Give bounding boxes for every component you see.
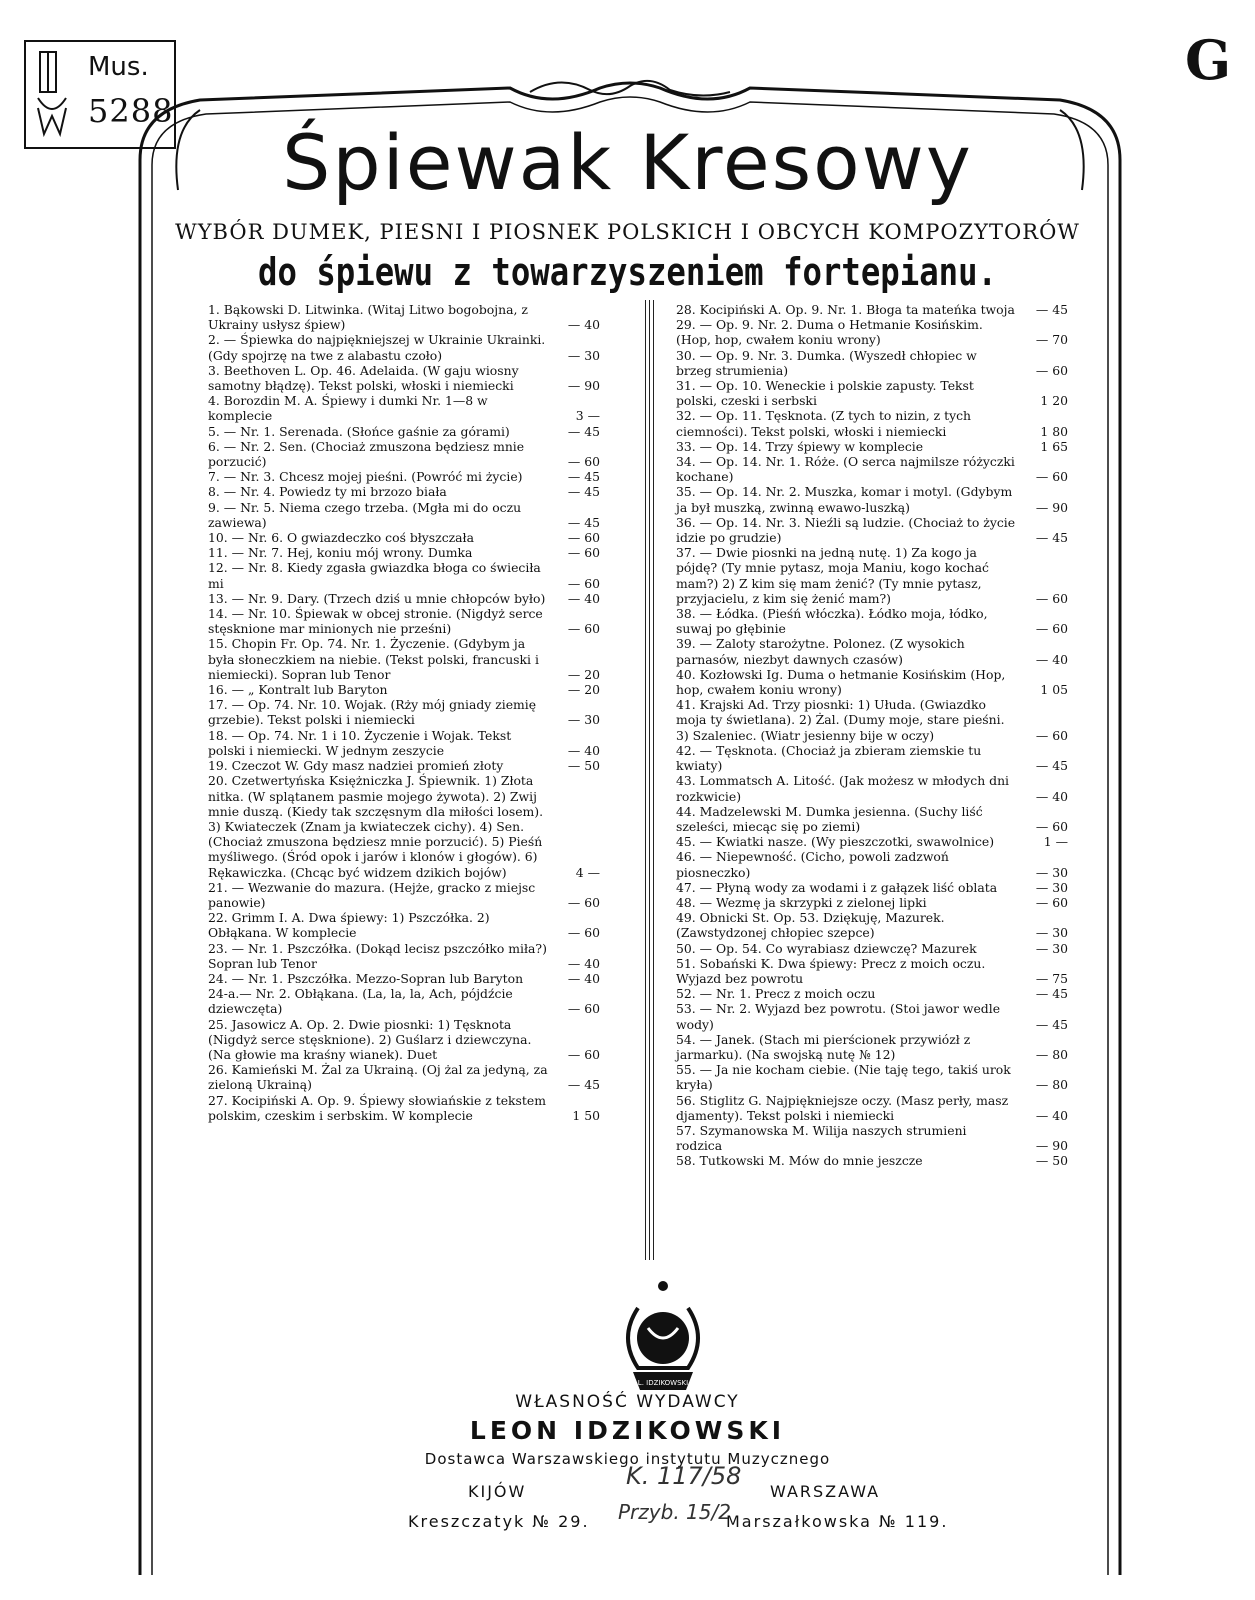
entry-title: 33. — Op. 14. Trzy śpiewy w komplecie: [676, 438, 924, 454]
entry-price: — 60: [567, 454, 600, 470]
entry-title: 32. — Op. 11. Tęsknota. (Z tych to nizin, z tych ciemności). Tekst polski, włoski i niemiecki: [676, 408, 971, 439]
catalog-entry: [676, 606, 1068, 636]
catalog-entry: [676, 986, 1068, 1001]
catalog-entry: [676, 880, 1068, 895]
catalog-entry: [208, 986, 600, 1016]
entry-title: 24-a.— Nr. 2. Obłąkana. (La, la, la, Ach, pójdźcie dziewczęta): [208, 986, 513, 1017]
catalog-entry: [676, 1062, 1068, 1092]
entry-title: 31. — Op. 10. Weneckie i polskie zapusty. Tekst polski, czeski i serbski: [676, 378, 974, 409]
entry-price: 3 —: [575, 408, 600, 424]
publisher-ownership: WŁASNOŚĆ WYDAWCY: [515, 1392, 740, 1412]
entry-title: 14. — Nr. 10. Śpiewak w obcej stronie. (Nigdyż serce stęsknione mar minionych nie prześni): [208, 606, 543, 637]
catalog-entry: [676, 1153, 1068, 1168]
catalog-column-left: [208, 302, 600, 1123]
entry-price: — 40: [1035, 788, 1068, 804]
catalog-entry: [208, 697, 600, 727]
entry-price: — 45: [1035, 758, 1068, 774]
catalog-entry: [676, 1001, 1068, 1031]
catalog-entry: [208, 682, 600, 697]
entry-price: — 60: [1035, 469, 1068, 485]
entry-title: 2. — Śpiewka do najpiękniejszej w Ukrainie Ukrainki. (Gdy spojrzę na twe z alabastu czoło): [208, 332, 546, 363]
catalog-entry: [208, 469, 600, 484]
entry-price: — 30: [1035, 940, 1068, 956]
catalog-entry: [208, 363, 600, 393]
entry-price: — 60: [567, 894, 600, 910]
entry-title: 35. — Op. 14. Nr. 2. Muszka, komar i motyl. (Gdybym ja był muszką, zwinną ewawo-luszką): [676, 484, 1013, 515]
entry-title: 18. — Op. 74. Nr. 1 i 10. Życzenie i Wojak. Tekst polski i niemiecki. W jednym zeszycie: [208, 727, 512, 758]
entry-price: — 40: [1035, 651, 1068, 667]
entry-title: 37. — Dwie piosnki na jedną nutę. 1) Za kogo ja pójdę? (Ty mnie pytasz, moja Maniu, kogo kochać mam?) 2) Z kim się mam żenić? (Ty mnie pytasz, przyjacielu, z kim się żenić mam?): [676, 545, 989, 606]
entry-price: — 60: [1035, 727, 1068, 743]
entry-price: — 40: [567, 317, 600, 333]
column-divider: [645, 300, 655, 1260]
page-title: Śpiewak Kresowy: [282, 118, 973, 207]
entry-price: — 90: [567, 378, 600, 394]
entry-title: 5. — Nr. 1. Serenada. (Słońce gaśnie za górami): [208, 423, 510, 439]
entry-title: 40. Kozłowski Ig. Duma o hetmanie Kosińskim (Hop, hop, cwałem koniu wrony): [676, 666, 1006, 698]
catalog-entry: [676, 317, 1068, 347]
entry-price: — 45: [567, 514, 600, 530]
catalog-entry: [676, 378, 1068, 408]
entry-price: — 60: [567, 1046, 600, 1062]
catalog-entry: [676, 834, 1068, 849]
entry-title: 13. — Nr. 9. Dary. (Trzech dziś u mnie chłopców było): [208, 590, 546, 606]
catalog-entry: [208, 500, 600, 530]
catalog-entry: [208, 971, 600, 986]
catalog-entry: [676, 849, 1068, 879]
catalog-entry: [676, 515, 1068, 545]
catalog-entry: [676, 1032, 1068, 1062]
page-subtitle-2: do śpiewu z towarzyszeniem fortepianu.: [258, 250, 997, 294]
entry-title: 47. — Płyną wody za wodami i z gałązek liść oblata: [676, 879, 998, 895]
catalog-entry: [676, 910, 1068, 940]
entry-title: 53. — Nr. 2. Wyjazd bez powrotu. (Stoi jawor wedle wody): [676, 1001, 1001, 1032]
entry-title: 10. — Nr. 6. O gwiazdeczko coś błyszczała: [208, 530, 474, 546]
entry-price: — 60: [1035, 818, 1068, 834]
handwritten-note-1: K. 117/58: [626, 1462, 742, 1490]
entry-title: 51. Sobański K. Dwa śpiewy: Precz z moich oczu. Wyjazd bez powrotu: [676, 955, 986, 986]
entry-title: 19. Czeczot W. Gdy masz nadziei promień złoty: [208, 758, 504, 774]
entry-title: 46. — Niepewność. (Cicho, powoli zadzwoń piosneczko): [676, 849, 949, 880]
entry-price: 4 —: [575, 864, 600, 880]
entry-title: 58. Tutkowski M. Mów do mnie jeszcze: [676, 1153, 923, 1169]
entry-title: 56. Stiglitz G. Najpiękniejsze oczy. (Masz perły, masz djamenty). Tekst polski i niemiecki: [676, 1092, 1009, 1123]
entry-title: 1. Bąkowski D. Litwinka. (Witaj Litwo bogobojna, z Ukrainy usłysz śpiew): [208, 302, 528, 333]
publisher-emblem-icon: [608, 1268, 718, 1398]
entry-price: — 45: [1035, 1016, 1068, 1032]
entry-title: 44. Madzelewski M. Dumka jesienna. (Suchy liść szeleści, miecąc się po ziemi): [676, 803, 983, 834]
catalog-entry: [208, 1093, 600, 1123]
catalog-column-right: [676, 302, 1068, 1169]
catalog-entry: [676, 667, 1068, 697]
entry-title: 20. Czetwertyńska Księżniczka J. Śpiewnik. 1) Złota nitka. (W splątanem pasmie mojego żywota). 2) Zwij mnie duszą. (Kiedy tak szczęsnym dla miłości losem). 3) Kwiateczek (Znam ja kwiateczek cichy). 4) Sen. (Chociaż zmuszona będziesz mnie porzucić). 5) Pieśń myśliwego. (Śród opok i jarów i klonów i głogów). 6) Rękawiczka. (Chcąc być widzem dzikich bojów): [208, 773, 544, 880]
catalog-entry: [676, 408, 1068, 438]
entry-price: — 50: [1035, 1153, 1068, 1169]
entry-title: 17. — Op. 74. Nr. 10. Wojak. (Rży mój gniady ziemię grzebie). Tekst polski i niemiecki: [208, 697, 537, 728]
entry-title: 49. Obnicki St. Op. 53. Dziękuję, Mazurek. (Zawstydzonej chłopiec szepce): [676, 910, 945, 941]
entry-title: 24. — Nr. 1. Pszczółka. Mezzo-Sopran lub Baryton: [208, 970, 524, 986]
catalog-entry: [676, 439, 1068, 454]
page-subtitle: WYBÓR DUMEK, PIESNI I PIOSNEK POLSKICH I OBCYCH KOMPOZYTORÓW: [175, 220, 1080, 244]
city-kijow: KIJÓW: [468, 1482, 527, 1501]
address-kijow: Kreszczatyk № 29.: [408, 1512, 590, 1531]
entry-title: 28. Kocipiński A. Op. 9. Nr. 1. Błoga ta mateńka twoja: [676, 302, 1015, 317]
entry-price: — 80: [1035, 1046, 1068, 1062]
entry-title: 57. Szymanowska M. Wilija naszych strumieni rodzica: [676, 1122, 967, 1154]
entry-title: 50. — Op. 54. Co wyrabiasz dziewczę? Mazurek: [676, 940, 977, 956]
entry-price: — 40: [567, 955, 600, 971]
entry-price: — 80: [1035, 1077, 1068, 1093]
catalog-entry: [208, 545, 600, 560]
catalog-entry: [676, 941, 1068, 956]
entry-price: — 40: [567, 590, 600, 606]
entry-price: 1 20: [1040, 393, 1068, 409]
entry-price: — 20: [567, 666, 600, 682]
entry-price: — 60: [1035, 590, 1068, 606]
entry-title: 27. Kocipiński A. Op. 9. Śpiewy słowiańskie z tekstem polskim, czeskim i serbskim. W komplecie: [208, 1092, 546, 1123]
entry-title: 45. — Kwiatki nasze. (Wy pieszczotki, swawolnice): [676, 834, 995, 850]
catalog-entry: [676, 1123, 1068, 1153]
entry-title: 38. — Łódka. (Pieśń włóczka). Łódko moja, łódko, suwaj po głębinie: [676, 606, 988, 637]
catalog-entry: [676, 454, 1068, 484]
entry-title: 34. — Op. 14. Nr. 1. Róże. (O serca najmilsze różyczki kochane): [676, 454, 1015, 485]
entry-price: — 40: [567, 742, 600, 758]
entry-title: 23. — Nr. 1. Pszczółka. (Dokąd lecisz pszczółko miła?) Sopran lub Tenor: [208, 940, 547, 971]
entry-price: — 45: [1035, 986, 1068, 1002]
catalog-entry: [676, 1093, 1068, 1123]
entry-price: — 75: [1035, 970, 1068, 986]
entry-price: 1 80: [1040, 423, 1068, 439]
entry-price: — 30: [567, 712, 600, 728]
entry-price: — 60: [567, 1001, 600, 1017]
catalog-entry: [676, 697, 1068, 743]
entry-title: 41. Krajski Ad. Trzy piosnki: 1) Ułuda. (Gwiazdko moja ty świetlana). 2) Żal. (Dumy moje, stare pieśni. 3) Szaleniec. (Wiatr jesienny bije w oczy): [676, 697, 1005, 743]
entry-title: 16. — „ Kontralt lub Baryton: [208, 682, 388, 698]
entry-price: — 40: [1035, 1107, 1068, 1123]
catalog-entry: [676, 895, 1068, 910]
catalog-entry: [208, 591, 600, 606]
city-warszawa: WARSZAWA: [770, 1482, 881, 1501]
entry-price: — 40: [567, 970, 600, 986]
entry-price: — 60: [1035, 621, 1068, 637]
catalog-entry: [208, 332, 600, 362]
entry-title: 9. — Nr. 5. Niema czego trzeba. (Mgła mi do oczu zawiewa): [208, 499, 522, 530]
catalog-entry: [208, 424, 600, 439]
entry-price: — 60: [567, 925, 600, 941]
entry-title: 54. — Janek. (Stach mi pierścionek przywiózł z jarmarku). (Na swojską nutę № 12): [676, 1031, 971, 1062]
entry-title: 42. — Tęsknota. (Chociaż ja zbieram ziemskie tu kwiaty): [676, 742, 982, 774]
entry-title: 15. Chopin Fr. Op. 74. Nr. 1. Życzenie. (Gdybym ja była słoneczkiem na niebie. (Tekst polski, francuski i niemiecki). Sopran lub Tenor: [208, 636, 539, 682]
entry-title: 8. — Nr. 4. Powiedz ty mi brzozo biała: [208, 484, 447, 500]
entry-price: — 90: [1035, 1138, 1068, 1154]
entry-price: — 70: [1035, 332, 1068, 348]
catalog-entry: [208, 530, 600, 545]
catalog-entry: [208, 773, 600, 879]
entry-title: 36. — Op. 14. Nr. 3. Nieźli są ludzie. (Chociaż to życie idzie po grudzie): [676, 514, 1016, 546]
catalog-entry: [208, 941, 600, 971]
publisher-name: LEON IDZIKOWSKI: [469, 1416, 786, 1445]
entry-price: 1 50: [572, 1107, 600, 1123]
catalog-entry: [208, 302, 600, 332]
entry-price: — 20: [567, 682, 600, 698]
entry-title: 6. — Nr. 2. Sen. (Chociaż zmuszona będziesz mnie porzucić): [208, 438, 525, 470]
entry-title: 55. — Ja nie kocham ciebie. (Nie taję tego, takiś urok kryła): [676, 1062, 1011, 1093]
stamp-line-1: Mus.: [88, 52, 149, 82]
catalog-entry: [208, 636, 600, 682]
corner-letter: G: [1185, 28, 1232, 92]
entry-price: — 45: [567, 484, 600, 500]
entry-title: 21. — Wezwanie do mazura. (Hejże, gracko z miejsc panowie): [208, 879, 536, 910]
catalog-entry: [208, 606, 600, 636]
entry-price: 1 05: [1040, 682, 1068, 698]
entry-price: — 50: [567, 758, 600, 774]
entry-title: 4. Borozdin M. A. Śpiewy i dumki Nr. 1—8 w komplecie: [208, 393, 488, 424]
entry-price: — 45: [1035, 530, 1068, 546]
entry-price: — 90: [1035, 499, 1068, 515]
catalog-entry: [676, 956, 1068, 986]
entry-title: 11. — Nr. 7. Hej, koniu mój wrony. Dumka: [208, 545, 473, 561]
entry-title: 30. — Op. 9. Nr. 3. Dumka. (Wyszedł chłopiec w brzeg strumienia): [676, 347, 977, 378]
entry-price: 1 65: [1040, 438, 1068, 454]
entry-price: — 60: [567, 621, 600, 637]
emblem-label: L. IDZIKOWSKI: [637, 1379, 689, 1387]
entry-title: 3. Beethoven L. Op. 46. Adelaida. (W gaju wiosny samotny błądzę). Tekst polski, włoski i niemiecki: [208, 362, 519, 394]
catalog-entry: [676, 484, 1068, 514]
entry-price: — 45: [1035, 302, 1068, 317]
catalog-entry: [208, 880, 600, 910]
entry-price: — 45: [567, 1077, 600, 1093]
entry-price: — 30: [567, 347, 600, 363]
catalog-entry: [676, 545, 1068, 606]
stamp-call-number: 5288: [88, 92, 174, 130]
catalog-entry: [208, 910, 600, 940]
catalog-entry: [208, 560, 600, 590]
entry-price: — 30: [1035, 925, 1068, 941]
entry-price: — 30: [1035, 879, 1068, 895]
entry-title: 7. — Nr. 3. Chcesz mojej pieśni. (Powróć mi życie): [208, 469, 523, 485]
entry-title: 39. — Zaloty starożytne. Polonez. (Z wysokich parnasów, niezbyt dawnych czasów): [676, 636, 965, 667]
entry-title: 29. — Op. 9. Nr. 2. Duma o Hetmanie Kosińskim. (Hop, hop, cwałem koniu wrony): [676, 317, 983, 348]
entry-price: — 45: [567, 423, 600, 439]
catalog-entry: [676, 743, 1068, 773]
entry-title: 22. Grimm I. A. Dwa śpiewy: 1) Pszczółka. 2) Obłąkana. W komplecie: [208, 910, 490, 941]
entry-title: 26. Kamieński M. Żal za Ukrainą. (Oj żal za jedyną, za zieloną Ukrainą): [208, 1062, 548, 1093]
entry-price: — 60: [567, 575, 600, 591]
entry-price: — 60: [567, 530, 600, 546]
catalog-entry: [676, 636, 1068, 666]
catalog-entry: [208, 484, 600, 499]
entry-title: 25. Jasowicz A. Op. 2. Dwie piosnki: 1) Tęsknota (Nigdyż serce stęsknione). 2) Guślarz i dziewczyna. (Na głowie ma kraśny wianek). Duet: [208, 1016, 532, 1062]
catalog-entry: [208, 1017, 600, 1063]
entry-title: 52. — Nr. 1. Precz z moich oczu: [676, 986, 876, 1002]
entry-title: 43. Lommatsch A. Litość. (Jak możesz w młodych dni rozkwicie): [676, 773, 1010, 804]
catalog-entry: [676, 302, 1068, 317]
address-warszawa: Marszałkowska № 119.: [726, 1512, 949, 1531]
catalog-entry: [676, 773, 1068, 803]
catalog-entry: [208, 1062, 600, 1092]
entry-price: — 60: [567, 545, 600, 561]
entry-price: — 60: [1035, 894, 1068, 910]
catalog-entry: [208, 439, 600, 469]
catalog-entry: [676, 804, 1068, 834]
handwritten-note-2: Przyb. 15/2: [618, 1500, 731, 1524]
catalog-entry: [676, 348, 1068, 378]
catalog-entry: [208, 758, 600, 773]
entry-price: — 60: [1035, 362, 1068, 378]
catalog-entry: [208, 728, 600, 758]
entry-price: — 30: [1035, 864, 1068, 880]
entry-price: — 45: [567, 469, 600, 485]
entry-title: 12. — Nr. 8. Kiedy zgasła gwiazdka błoga co świeciła mi: [208, 560, 541, 591]
catalog-entry: [208, 393, 600, 423]
entry-price: 1 —: [1043, 834, 1068, 850]
publisher-supplier-note: Dostawca Warszawskiego instytutu Muzycznego: [424, 1450, 831, 1468]
entry-title: 48. — Wezmę ja skrzypki z zielonej lipki: [676, 894, 927, 910]
